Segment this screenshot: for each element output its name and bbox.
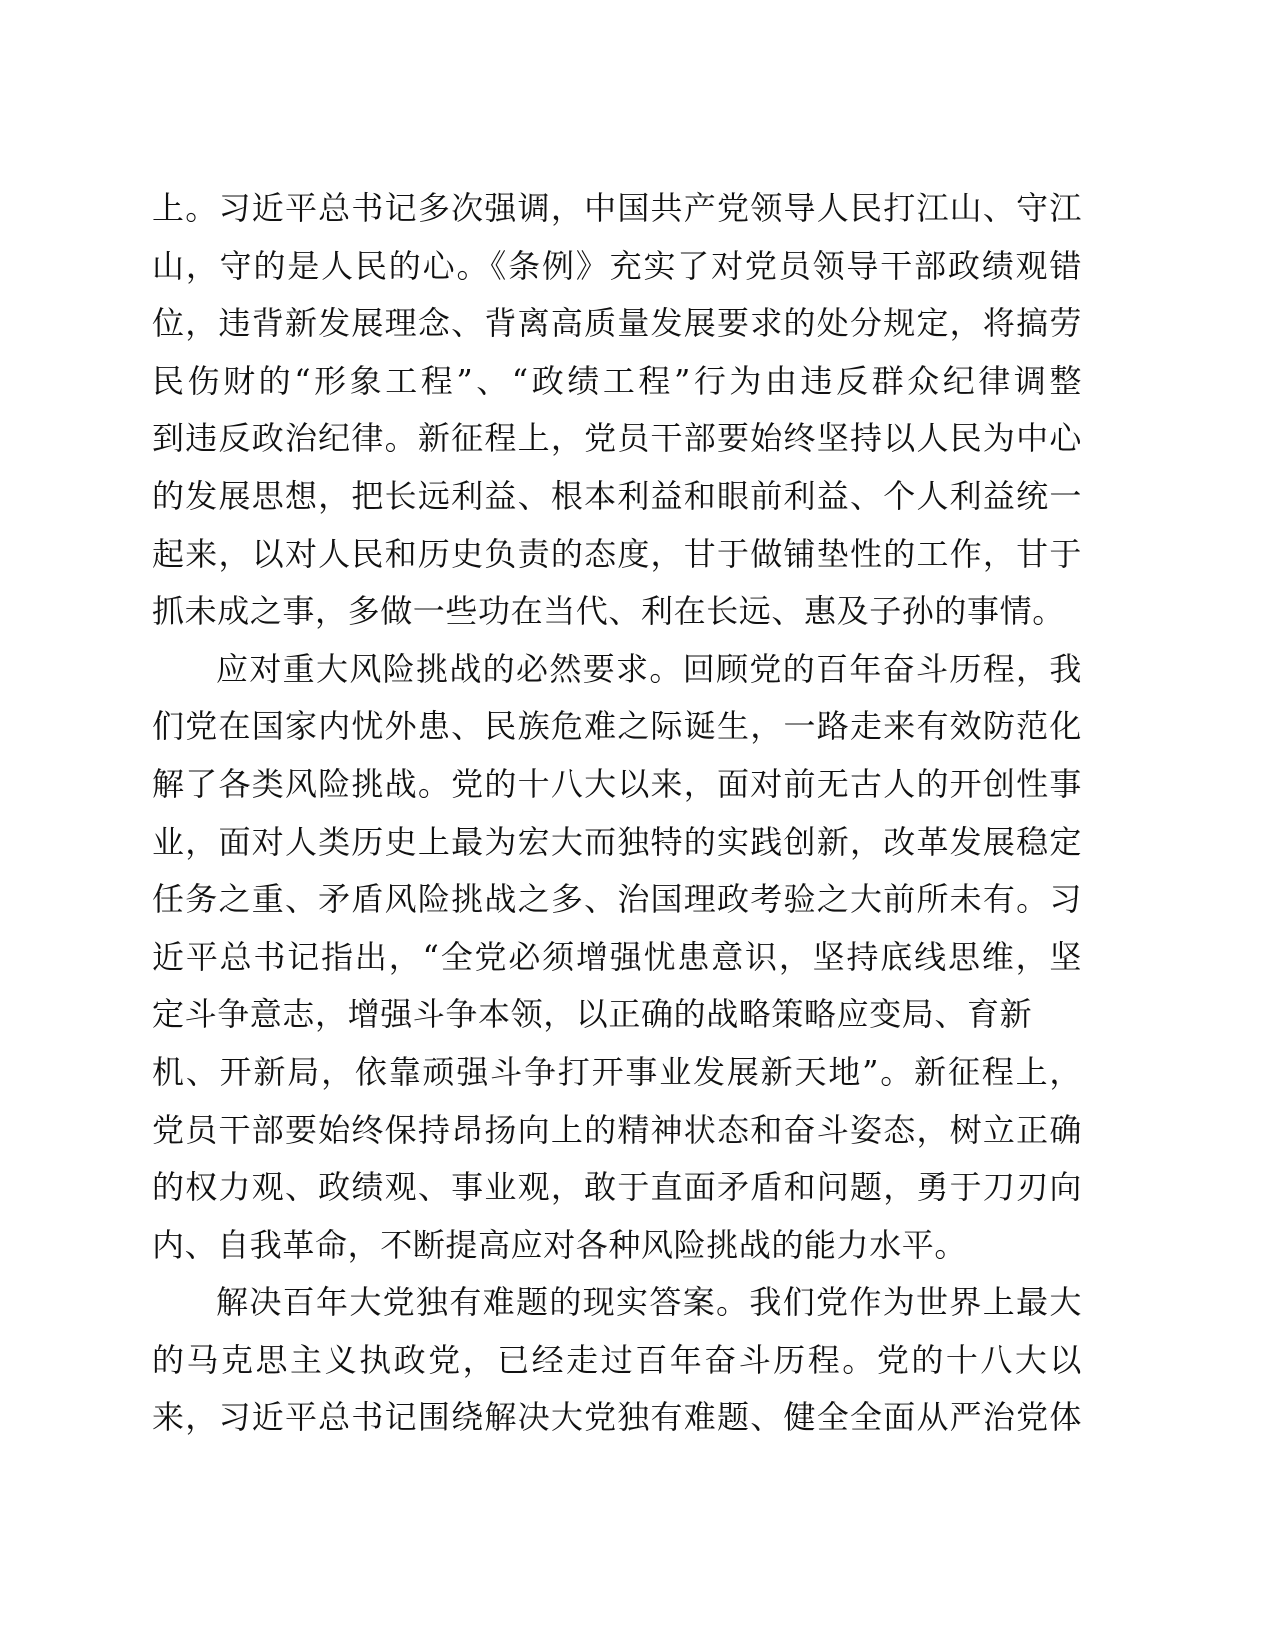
text-line: 业，面对人类历史上最为宏大而独特的实践创新，改革发展稳定 bbox=[152, 822, 1082, 861]
text-line: 的马克思主义执政党，已经走过百年奋斗历程。党的十八大以 bbox=[152, 1340, 1082, 1379]
text-line: 定斗争意志，增强斗争本领，以正确的战略策略应变局、育新 bbox=[152, 995, 1033, 1034]
text-line: 抓未成之事，多做一些功在当代、利在长远、惠及子孙的事情。 bbox=[152, 592, 1065, 631]
paragraph-3 bbox=[152, 1274, 1082, 1447]
text-line: 位，违背新发展理念、背离高质量发展要求的处分规定，将搞劳 bbox=[152, 304, 1082, 343]
text-line: 的权力观、政绩观、事业观，敢于直面矛盾和问题，勇于刀刃向 bbox=[152, 1168, 1082, 1207]
text-line: 到违反政治纪律。新征程上，党员干部要始终坚持以人民为中心 bbox=[152, 419, 1082, 458]
text-line: 党员干部要始终保持昂扬向上的精神状态和奋斗姿态，树立正确 bbox=[152, 1110, 1082, 1149]
text-line: 来，习近平总书记围绕解决大党独有难题、健全全面从严治党体 bbox=[152, 1398, 1082, 1437]
text-line: 山，守的是人民的心。《条例》充实了对党员领导干部政绩观错 bbox=[152, 246, 1082, 285]
text-line: 任务之重、矛盾风险挑战之多、治国理政考验之大前所未有。习 bbox=[152, 880, 1082, 919]
text-line: 解决百年大党独有难题的现实答案。我们党作为世界上最大 bbox=[216, 1283, 1082, 1322]
text-line: 近平总书记指出，“全党必须增强忧患意识，坚持底线思维，坚 bbox=[152, 937, 1082, 976]
body-text bbox=[152, 180, 1082, 1447]
text-line: 应对重大风险挑战的必然要求。回顾党的百年奋斗历程，我 bbox=[216, 649, 1082, 688]
text-line: 内、自我革命，不断提高应对各种风险挑战的能力水平。 bbox=[152, 1225, 968, 1264]
paragraph-2 bbox=[152, 641, 1082, 1275]
text-line: 的发展思想，把长远利益、根本利益和眼前利益、个人利益统一 bbox=[152, 476, 1082, 515]
text-line: 们党在国家内忧外患、民族危难之际诞生，一路走来有效防范化 bbox=[152, 707, 1082, 746]
paragraph-1 bbox=[152, 180, 1082, 641]
text-line: 上。习近平总书记多次强调，中国共产党领导人民打江山、守江 bbox=[152, 189, 1082, 227]
text-line: 机、开新局，依靠顽强斗争打开事业发展新天地”。新征程上， bbox=[152, 1052, 1082, 1091]
text-line: 起来，以对人民和历史负责的态度，甘于做铺垫性的工作，甘于 bbox=[152, 534, 1082, 573]
text-line: 解了各类风险挑战。党的十八大以来，面对前无古人的开创性事 bbox=[152, 764, 1082, 803]
text-line: 民伤财的“形象工程”、“政绩工程”行为由违反群众纪律调整 bbox=[152, 361, 1082, 400]
